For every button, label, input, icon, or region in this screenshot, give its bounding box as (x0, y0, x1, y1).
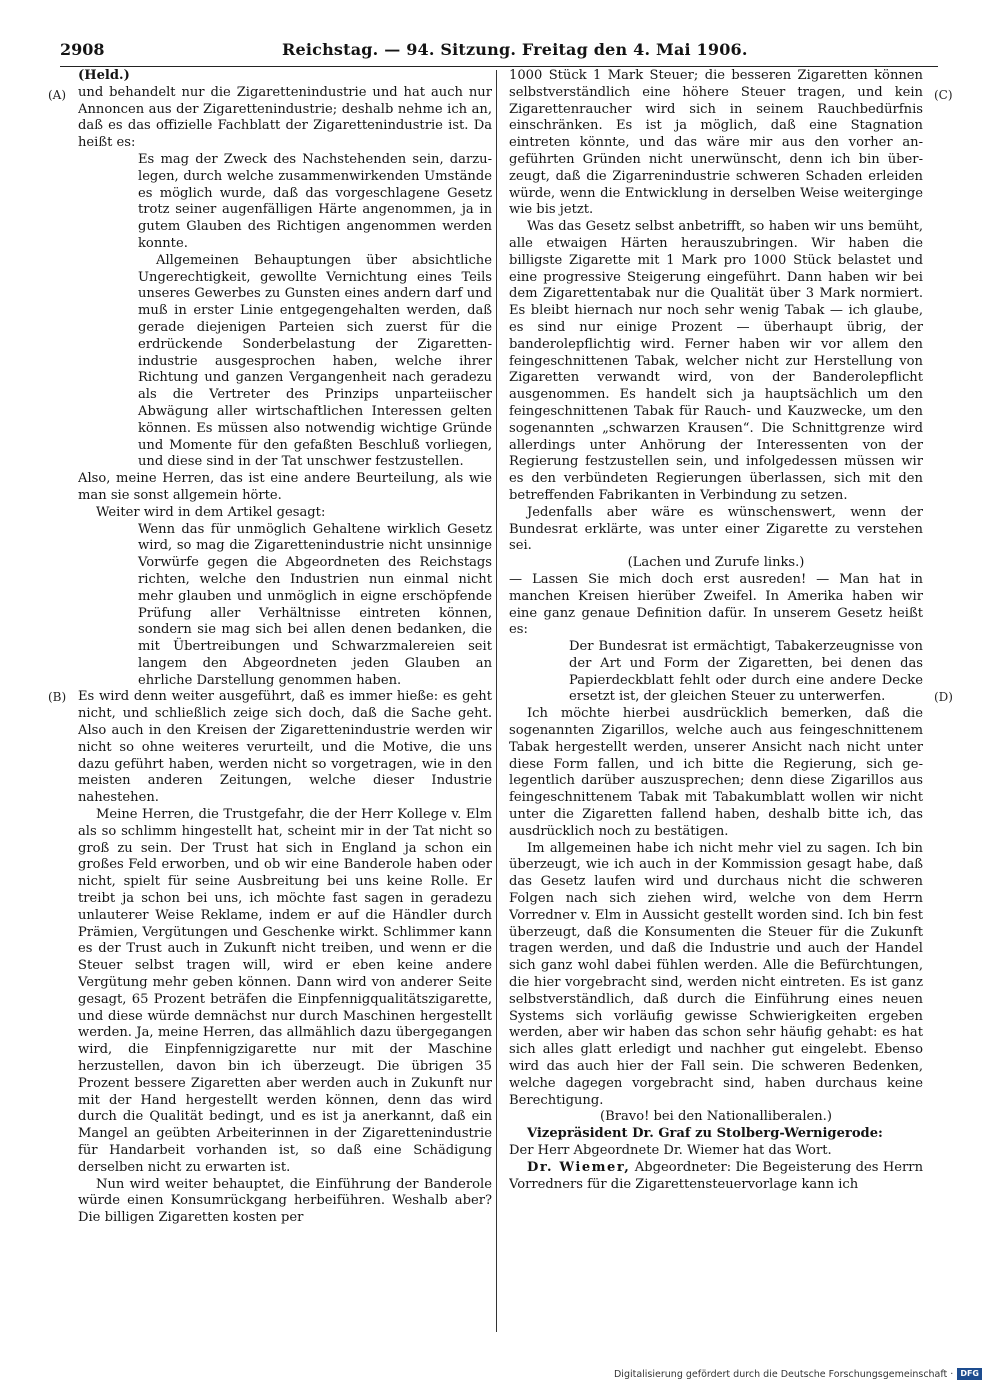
right-column (509, 68, 923, 1330)
quote-paragraph: Es mag der Zweck des Nachstehenden sein, darzulegen, durch welche zusammenwirkenden Umstände es möglich wurde, daß das vorgeschlagene Gesetz trotz seiner augenfälligen Härte angenommen, ja in gutem Glauben des Richtigen angenommen werden konnte. (138, 151, 492, 251)
speaker-tag: (Held.) (78, 68, 130, 83)
paragraph: Jedenfalls aber wäre es wünschenswert, wenn der Bundesrat erklärte, was unter einer Zigarette zu verstehen sei. (509, 504, 923, 554)
block-quote (138, 152, 492, 471)
running-title: Reichstag. — 94. Sitzung. Freitag den 4. Mai 1906. (282, 40, 748, 59)
page-header (60, 40, 938, 64)
speaker-text: Abgeordneter: Die Begeisterung des Herrn Vorredners für die Zigarettensteuervorlage kann ich (509, 1159, 923, 1192)
paragraph: Was das Gesetz selbst anbetrifft, so haben wir uns bemüht, alle etwaigen Härten herauszubringen. Wir haben die billigste Zigarette mit 1 Mark pro 1000 Stück belastet und eine progressive Steigerung eingeführt. Dann haben wir bei dem Zigarettentabak nur die Qualität über 3 Mark normiert. Es bleibt hiernach nur noch sehr wenig Tabak — ich glaube, es sind nur einige Prozent — überhaupt übrig, der banderolepflichtig wird. Ferner haben wir vor allem den feingeschnittenen Tabak, welcher nicht zur Herstellung von Zigaretten verwandt wird, von der Banderolepflicht ausgenommen. Es handelt sich ja hauptsächlich um den feingeschnittenen Tabak für Rauch- und Kauzwecke, um den sogenannten „schwarzen Krausen“. Die Schnittgrenze wird allerdings unter Anhörung der Interessenten von der Regierung festzustellen sein, und infolgedessen müssen wir es den verbündeten Regierungen überlassen, sich mit den betreffenden Fabrikanten in Verbindung zu setzen. (509, 219, 923, 503)
margin-mark-c: (C) (934, 88, 953, 102)
audience-reaction: (Bravo! bei den Nationalliberalen.) (600, 1109, 832, 1125)
margin-mark-b: (B) (48, 690, 67, 704)
block-quote (138, 522, 492, 690)
paragraph: Weiter wird in dem Artikel gesagt: (96, 504, 326, 520)
quote-paragraph: Allgemeinen Behauptungen über absichtliche Ungerechtigkeit, gewollte Vernichtung eines Teils unseres Gewerbes zu Gunsten eines andern darf und muß in erster Linie entgegengehalten werden, daß gerade diejenigen Parteien sich zuerst für die erdrückende Sonderbelastung der Zigarettenindustrie ausgesprochen haben, welche ihrer Richtung und ganzen Vergangenheit nach geradezu als die Vertreter des Prinzips unparteiischer Abwägung aller wirtschaftlichen Interessen gelten können. Es müssen also notwendig wichtige Gründe und Momente für den gefaßten Beschluß vorliegen, und diese sind in der Tat unschwer festzustellen. (138, 252, 492, 470)
speaker-paragraph (509, 1160, 923, 1194)
paragraph: und behandelt nur die Zigarettenindustrie und hat auch nur Annoncen aus der Zigarettenindustrie; deshalb nehme ich an, daß es das offizielle Fachblatt der Zigarettenindustrie ist. Da heißt es: (78, 84, 492, 151)
paragraph: Der Herr Abgeordnete Dr. Wiemer hat das Wort. (509, 1143, 832, 1158)
paragraph: Also, meine Herren, das ist eine andere Beurteilung, als wie man sie sonst allgemein hörte. (78, 471, 492, 503)
paragraph: Es wird denn weiter ausgeführt, daß es immer hieße: es geht nicht, und schließlich zeige sich doch, daß die Sache geht. Also auch in den Kreisen der Zigarettenindustrie werden wir nicht so ohne weiteres verurteilt, und die Motive, die uns dazu geführt haben, werden nicht so vorgetragen, wie in den meisten anderen Zeitungen, welche dieser Industrie nahestehen. (78, 689, 492, 806)
funding-note: Digitalisierung gefördert durch die Deutsche Forschungsgemeinschaft · (613, 1368, 954, 1380)
dfg-logo: DFG (957, 1368, 982, 1380)
paragraph: 1000 Stück 1 Mark Steuer; die besseren Zigaretten können selbstverständlich eine höhere Steuer tragen, und kein Zigarettenraucher wird sich in seinem Rauchbedürfnis einschränken. Es ist ja möglich, daß eine Stagnation eintreten könnte, und das wäre mir aus den vorher angeführten Gründen nicht unerwünscht, denn ich bin überzeugt, daß die Zigarrenindustrie schweren Schaden erleiden würde, wenn die Entwicklung in derselben Weise weiterginge wie bis jetzt. (509, 68, 923, 218)
block-quote (569, 639, 923, 706)
header-rule (60, 66, 938, 67)
paragraph: Meine Herren, die Trustgefahr, die der Herr Kollege v. Elm als so schlimm hingestellt hat, scheint mir in der Tat nicht so groß zu sein. Der Trust hat sich in England ja schon ein großes Feld erworben, und ob wir eine Banderole haben oder nicht, spielt für seine Ausbreitung bei uns keine Rolle. Er treibt ja schon bei uns, ich möchte fast sagen in geradezu unlauterer Weise Reklame, indem er auf die Händler durch Prämien, Vergütungen und Geschenke wirkt. Schlimmer kann es der Trust auch in Zukunft nicht treiben, und wenn er die Steuer selbst tragen will, wird er eben keine andere Vergütung mehr geben können. Dann wird von anderer Seite gesagt, 65 Prozent beträfen die Einpfennigqualitätszigarette, und diese würde demnächst nur durch Maschinen hergestellt werden. Ja, meine Herren, das allmählich dazu übergegangen wird, die Einpfennigzigarette nur mit der Maschine herzustellen, davon bin ich überzeugt. Die übrigen 35 Prozent bessere Zigaretten aber werden auch in Zukunft nur mit der Hand hergestellt werden können, denn das wird durch die Qualität bedingt, und es ist ja anerkannt, daß ein Mangel an geübten Arbeiterinnen in der Zigarettenindustrie für Handarbeit vorhanden ist, so daß eine Schädigung derselben nicht zu erwarten ist. (78, 807, 492, 1175)
paragraph: Im allgemeinen habe ich nicht mehr viel zu sagen. Ich bin überzeugt, wie ich auch in der Kommission gesagt habe, daß das Gesetz laufen wird und durchaus nicht die schweren Folgen nach sich ziehen wird, welche von dem Herrn Vorredner v. Elm in Aussicht gestellt worden sind. Ich bin fest überzeugt, daß die Konsumenten die Steuer für die Zukunft tragen werden, und daß die Industrie und auch der Handel sich ganz wohl dabei fühlen werden. Alle die Befürchtungen, die hier vorgebracht sind, werden nicht eintreten. Es ist ganz selbstverständlich, daß durch die Einführung eines neuen Systems sich vorläufig gewisse Schwierigkeiten ergeben werden, aber wir haben das schon sehr häufig gehabt: es hat sich alles glatt erledigt und nachher gut eingelebt. Ebenso wird das auch hier der Fall sein. Die schweren Bedenken, welche dagegen vorgebracht sind, haben durchaus keine Berechtigung. (509, 840, 923, 1108)
quote-paragraph: Der Bundesrat ist ermächtigt, Tabakerzeugnisse von der Art und Form der Zigaretten, bei denen das Papierdeckblatt fehlt oder durch eine andere Decke ersetzt ist, der gleichen Steuer zu unterwerfen. (569, 639, 923, 705)
page-number: 2908 (60, 40, 105, 59)
quote-paragraph: Wenn das für unmöglich Gehaltene wirklich Gesetz wird, so mag die Zigarettenindustrie nicht unsinnige Vorwürfe gegen die Abgeordneten des Reichstags richten, welche den Industrien nun einmal nicht mehr glauben und unmöglich in eigne erschöpfende Prüfung aller Verhältnisse eintreten können, sondern sie mag sich bei allen denen bedanken, die mit Übertreibungen und Schwarzmalereien seit langem den Abgeordneten jeden Glauben an ehrliche Darstellung genommen haben. (138, 521, 492, 688)
left-column (78, 68, 492, 1330)
page-footer (614, 1367, 982, 1381)
vice-president-heading: Vizepräsident Dr. Graf zu Stolberg-Wernigerode: (527, 1126, 883, 1142)
margin-mark-a: (A) (48, 88, 67, 102)
margin-mark-d: (D) (934, 690, 953, 704)
audience-reaction: (Lachen und Zurufe links.) (627, 555, 805, 571)
paragraph: Nun wird weiter behauptet, die Einführung der Banderole würde einen Konsumrückgang herbeiführen. Weshalb aber? Die billigen Zigaretten kosten per (78, 1176, 492, 1226)
paragraph: Ich möchte hierbei ausdrücklich bemerken, daß die sogenannten Zigarillos, welche auch aus feingeschnittenem Tabak hergestellt werden, unserer Ansicht nach nicht unter diese Form fallen, und ich bitte die Regierung, sich gelegentlich darüber auszusprechen; denn diese Zigarillos aus feingeschnittenem Tabak mit Tabakumblatt wollen wir nicht unter die Zigaretten fallend haben, deshalb bitte ich, das ausdrücklich noch zu bestätigen. (509, 706, 923, 839)
speaker-name: Dr. Wiemer, (527, 1159, 631, 1175)
paragraph: — Lassen Sie mich doch erst ausreden! — Man hat in manchen Kreisen hierüber Zweifel. In Amerika haben wir eine ganz genaue Definition dafür. In unserem Gesetz heißt es: (509, 571, 923, 638)
column-divider (496, 70, 497, 1332)
